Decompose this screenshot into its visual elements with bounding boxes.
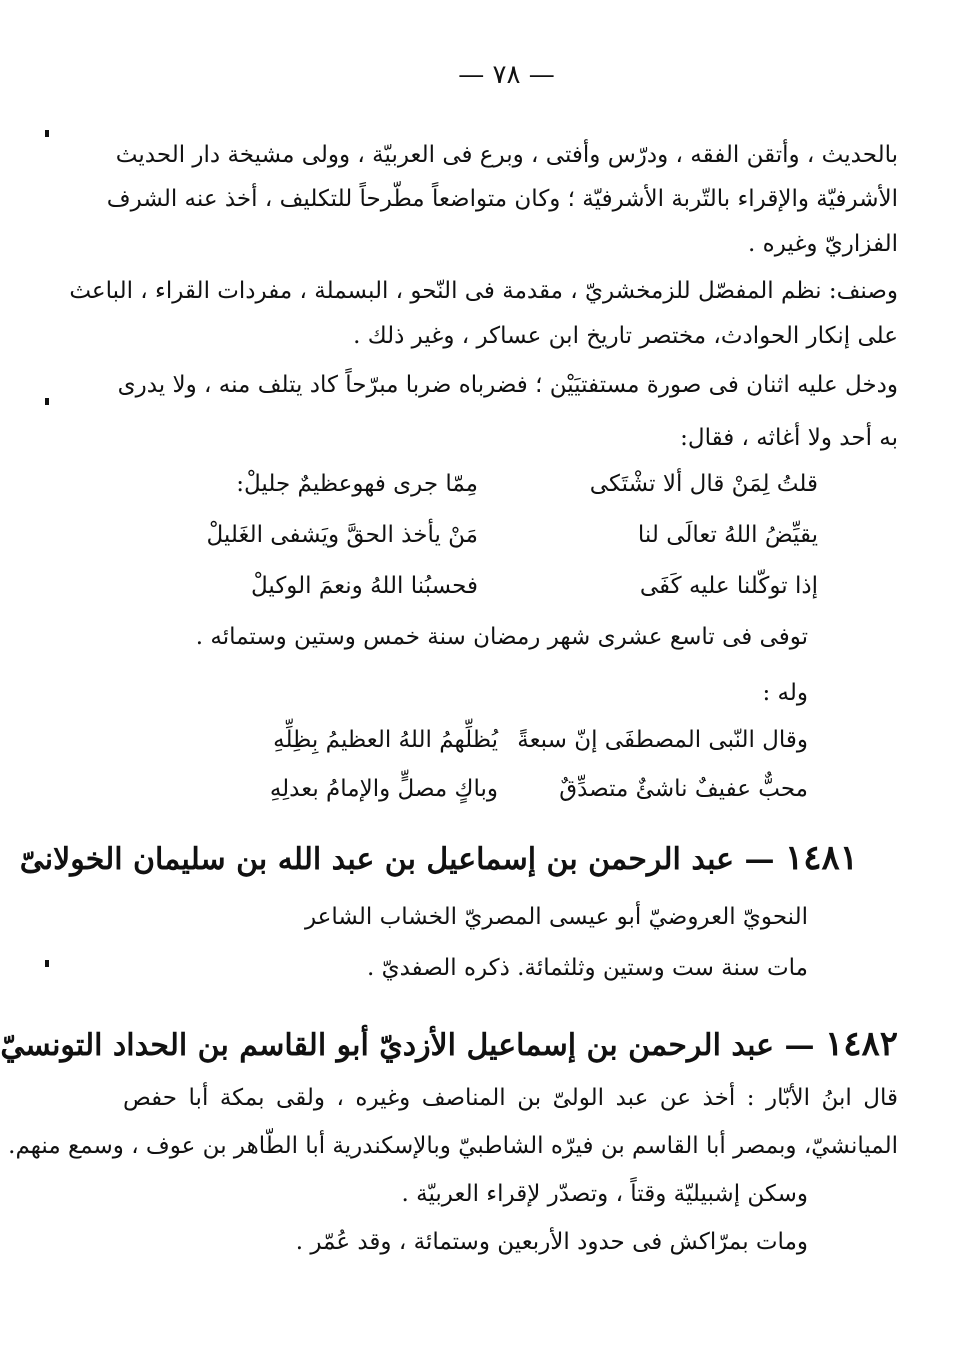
paragraph-line: ومات بمرّاكش فى حدود الأربعين وستمائة ، وقد عُمّر . bbox=[295, 1229, 808, 1255]
entry-heading bbox=[0, 1024, 898, 1066]
margin-mark bbox=[45, 130, 49, 137]
verse-second-half: يُظلِّهمُ اللهُ العظيمُ بِظِلِّهِ bbox=[273, 727, 498, 753]
entry-death: مات سنة ست وستين وثلثمائة. ذكره الصفديّ . bbox=[366, 955, 808, 981]
page-number: — ٧٨ — bbox=[458, 60, 555, 90]
entry-number: ١٤٨١ bbox=[784, 838, 858, 878]
death-note: توفى فى تاسع عشرى شهر رمضان سنة خمس وستين وستمائه . bbox=[195, 624, 808, 650]
paragraph-line: به أحد ولا أغاثه ، فقال: bbox=[680, 425, 898, 451]
verse-line bbox=[178, 469, 818, 503]
entry-dash: — bbox=[744, 842, 775, 877]
verse-first-half: قلتُ لِمَنْ قال ألا تشْتَكى bbox=[589, 471, 818, 497]
paragraph-line: الفزاريّ وغيره . bbox=[748, 231, 898, 257]
verse-second-half: وباكٍ مصلٍّ والإمامُ بعدلِهِ bbox=[269, 776, 498, 802]
paragraph-line: قال ابنُ الأبّار : أخذ عن عبد الولىّ بن المناصف وغيره ، ولقى بمكة أبا حفص bbox=[123, 1085, 898, 1111]
verse-line bbox=[178, 571, 818, 605]
margin-mark bbox=[45, 960, 49, 967]
entry-heading bbox=[19, 838, 858, 880]
entry-subtitle: النحويّ العروضيّ أبو عيسى المصريّ الخشاب الشاعر bbox=[304, 904, 808, 930]
verse-first-half: إذا توكّلنا عليه كَفَى bbox=[639, 573, 818, 599]
entry-number: ١٤٨٢ bbox=[824, 1024, 898, 1064]
verse-first-half: يقيِّضُ اللهُ تعالَى لنا bbox=[637, 522, 818, 548]
entry-name: عبد الرحمن بن إسماعيل الأزديّ أبو القاسم بن الحداد التونسيّ bbox=[0, 1028, 775, 1063]
paragraph-line: وسكن إشبيليّة وقتاً ، وتصدّر لإقراء العربيّة . bbox=[401, 1181, 808, 1207]
verse-line bbox=[198, 725, 808, 759]
verse-line bbox=[198, 774, 808, 808]
wa-lahu: وله : bbox=[762, 680, 808, 706]
margin-mark bbox=[45, 398, 49, 405]
verse-second-half: مِمّا جرى فهوعظيمٌ جليلْ: bbox=[236, 471, 478, 497]
paragraph-line: الميانشيّ، وبمصر أبا القاسم بن فيرّه الشاطبيّ وبالإسكندرية أبا الطّاهر بن عوف ، وسمع منهم. bbox=[8, 1133, 898, 1159]
entry-name: عبد الرحمن بن إسماعيل بن عبد الله بن سليمان الخولانىّ bbox=[19, 842, 735, 877]
verse-first-half: وقال النّبى المصطفَى إنّ سبعةً bbox=[517, 727, 808, 753]
paragraph-line: على إنكار الحوادث، مختصر تاريخ ابن عساكر ، وغير ذلك . bbox=[353, 323, 898, 349]
paragraph-line: وصنف: نظم المفصّل للزمخشريّ ، مقدمة فى النّحو ، البسملة ، مفردات القراء ، الباعث bbox=[69, 278, 898, 304]
verse-second-half: مَنْ يأخذ الحقَّ ويَشفى الغَليلْ bbox=[206, 522, 478, 548]
verse-first-half: محبٌّ عفيفٌ ناشئٌ متصدِّقٌ bbox=[559, 776, 808, 802]
verse-second-half: فحسبُنا اللهُ ونعمَ الوكيلْ bbox=[250, 573, 478, 599]
verse-line bbox=[178, 520, 818, 554]
paragraph-line: ودخل عليه اثنان فى صورة مستفتيَيْن ؛ فضرباه ضربا مبرّحاً كاد يتلف منه ، ولا يدرى bbox=[117, 372, 898, 398]
paragraph-line: الأشرفيّة والإقراء بالتّربة الأشرفيّة ؛ وكان متواضعاً مطّرحاً للتكليف ، أخذ عنه الشرف bbox=[106, 186, 898, 212]
paragraph-line: بالحديث ، وأتقن الفقه ، ودرّس وأفتى ، وبرع فى العربيّة ، وولى مشيخة دار الحديث bbox=[115, 142, 898, 168]
entry-dash: — bbox=[784, 1028, 815, 1063]
